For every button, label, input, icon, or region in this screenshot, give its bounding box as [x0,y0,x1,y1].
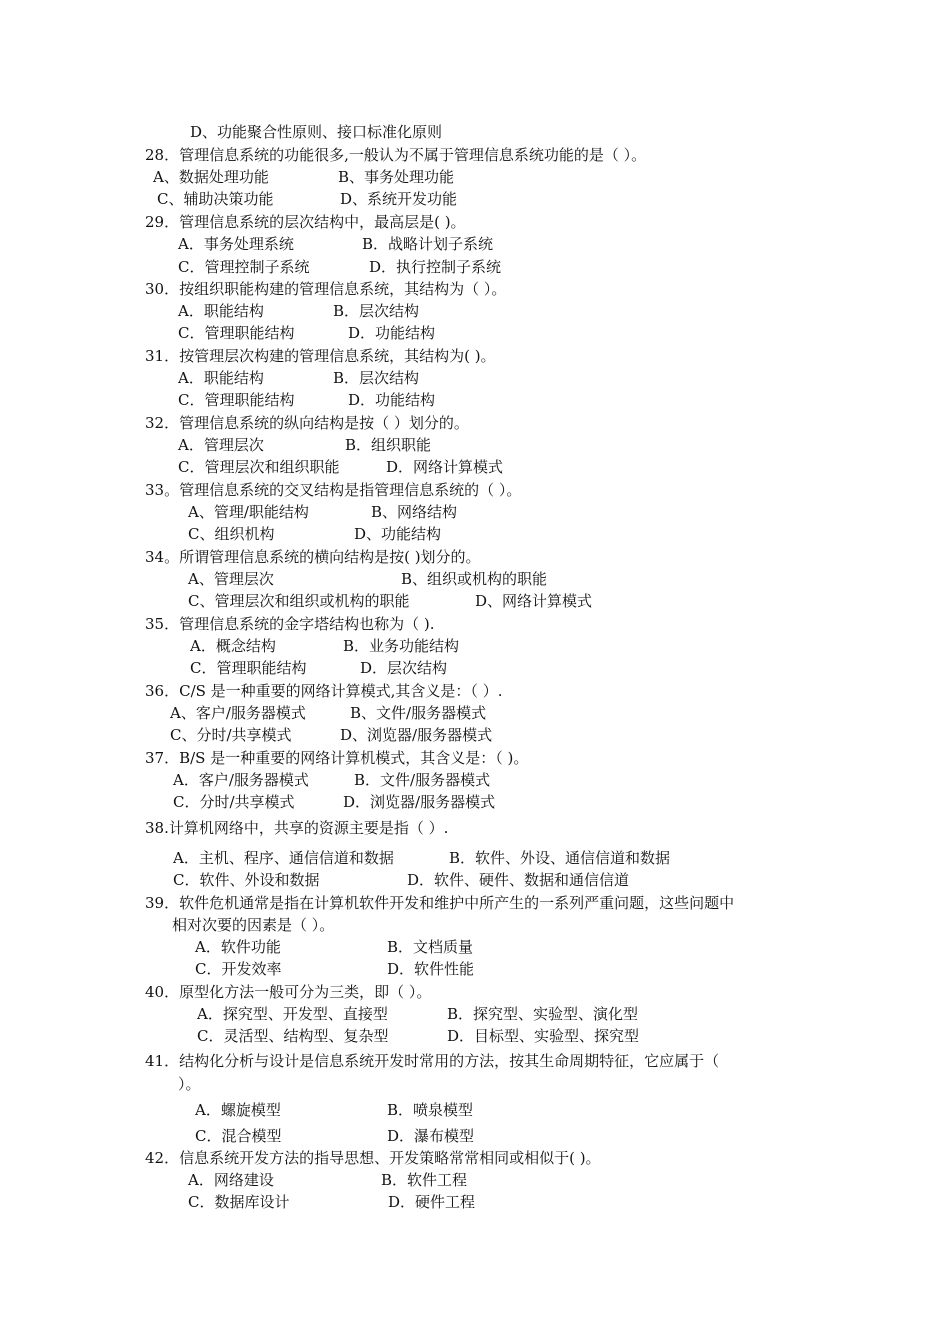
option-d: D．功能结构 [348,391,436,409]
question-40: 40．原型化方法一般可分为三类，即（ ）。 [145,983,432,1001]
option-b: B．软件工程 [381,1171,468,1189]
option-c: C．混合模型 [195,1127,282,1145]
option-d: D．网络计算模式 [386,458,504,476]
option-b: B．软件、外设、通信信道和数据 [449,849,671,867]
option-d: D．浏览器/服务器模式 [343,793,496,811]
option-a: A．主机、程序、通信信道和数据 [173,849,394,867]
option-c: C．数据库设计 [188,1193,290,1211]
option-b: B．组织职能 [345,436,432,454]
option-d: D．执行控制子系统 [369,258,502,276]
option-b: B．文件/服务器模式 [354,771,491,789]
question-34: 34。所谓管理信息系统的横向结构是按( )划分的。 [145,548,481,566]
option-c: C．管理职能结构 [178,324,295,342]
option-a: A．管理层次 [178,436,264,454]
option-d: D．目标型、实验型、探究型 [447,1027,640,1045]
option-c: C．管理层次和组织职能 [178,458,340,476]
question-41: 41．结构化分析与设计是信息系统开发时常用的方法，按其生命周期特征，它应属于（ [145,1052,720,1070]
option-a: A．螺旋模型 [195,1101,281,1119]
question-29: 29．管理信息系统的层次结构中，最高层是( )。 [145,213,466,231]
option-d: D．层次结构 [360,659,448,677]
option-a: A．客户/服务器模式 [173,771,309,789]
question-36: 36．C/S 是一种重要的网络计算模式,其含义是：（ ）. [145,682,503,700]
question-28: 28．管理信息系统的功能很多,一般认为不属于管理信息系统功能的是（ ）。 [145,146,647,164]
question-37: 37．B/S 是一种重要的网络计算机模式，其含义是：（ )。 [145,749,529,767]
option-a: A．网络建设 [188,1171,274,1189]
option-a: A．事务处理系统 [178,235,294,253]
question-30: 30．按组织职能构建的管理信息系统，其结构为（ ）。 [145,280,507,298]
option-a: A．职能结构 [178,369,264,387]
option-a: A、管理/职能结构 [188,503,309,521]
option-b: B．探究型、实验型、演化型 [447,1005,639,1023]
option-c: C．管理职能结构 [178,391,295,409]
option-c: C．开发效率 [195,960,282,978]
question-39-continued: 相对次要的因素是（ ）。 [172,916,335,934]
option-d: D．瀑布模型 [387,1127,475,1145]
option-a: A．探究型、开发型、直接型 [197,1005,388,1023]
option-d: D、系统开发功能 [340,190,458,208]
option-d: D、功能结构 [354,525,442,543]
option-c: C．管理控制子系统 [178,258,310,276]
option-c: C、组织机构 [188,525,275,543]
option-b: B、事务处理功能 [338,168,455,186]
option-d: D．功能结构 [348,324,436,342]
question-31: 31．按管理层次构建的管理信息系统，其结构为( )。 [145,347,496,365]
option-b: B．文档质量 [387,938,474,956]
option-c: C．软件、外设和数据 [173,871,320,889]
option-c: C、分时/共享模式 [170,726,292,744]
option-b: B、组织或机构的职能 [401,570,548,588]
option-c: C、辅助决策功能 [157,190,274,208]
option-b: B．战略计划子系统 [362,235,494,253]
option-c: C．管理职能结构 [190,659,307,677]
option-b: B．层次结构 [333,302,420,320]
option-b: B．喷泉模型 [387,1101,474,1119]
question-35: 35．管理信息系统的金字塔结构也称为（ ). [145,615,435,633]
option-a: A．软件功能 [195,938,281,956]
option-d: D．硬件工程 [388,1193,476,1211]
option-a: A、管理层次 [188,570,274,588]
option-d: D．软件性能 [387,960,475,978]
question-38: 38.计算机网络中，共享的资源主要是指（ ）. [145,819,449,837]
option-c: C．分时/共享模式 [173,793,295,811]
option-b: B．业务功能结构 [343,637,460,655]
option-c: C、管理层次和组织或机构的职能 [188,592,410,610]
option-b: B．层次结构 [333,369,420,387]
option-b: B、文件/服务器模式 [350,704,487,722]
option-a: A、客户/服务器模式 [170,704,306,722]
question-42: 42．信息系统开发方法的指导思想、开发策略常常相同或相似于( )。 [145,1149,601,1167]
option-c: C．灵活型、结构型、复杂型 [197,1027,389,1045]
question-41-continued: ）。 [178,1075,201,1093]
question-32: 32．管理信息系统的纵向结构是按（ ）划分的。 [145,414,469,432]
question-33: 33。管理信息系统的交叉结构是指管理信息系统的（ ）。 [145,481,522,499]
option-d: D．软件、硬件、数据和通信信道 [407,871,630,889]
option-d: D、网络计算模式 [475,592,593,610]
question-39: 39．软件危机通常是指在计算机软件开发和维护中所产生的一系列严重问题，这些问题中 [145,894,735,912]
option-line: D、功能聚合性原则、接口标准化原则 [190,123,443,141]
option-a: A．职能结构 [178,302,264,320]
option-d: D、浏览器/服务器模式 [340,726,493,744]
option-a: A．概念结构 [190,637,276,655]
option-a: A、数据处理功能 [153,168,269,186]
option-b: B、网络结构 [371,503,458,521]
